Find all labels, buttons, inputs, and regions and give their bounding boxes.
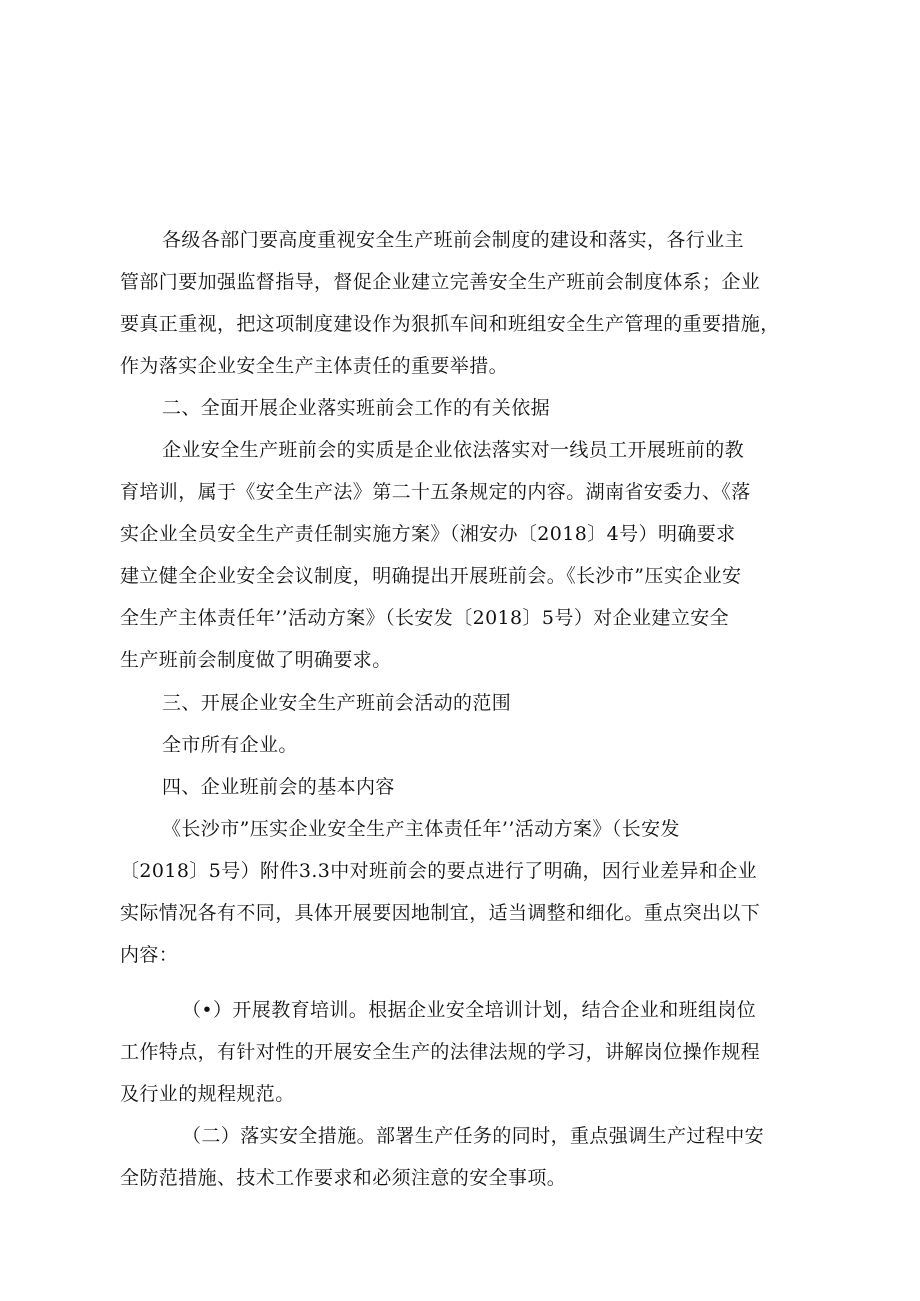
section-4-heading: 四、企业班前会的基本内容 — [162, 776, 395, 798]
paragraph-2-line-6: 生产班前会制度做了明确要求。 — [120, 649, 392, 671]
item-2-line-1: （二）落实安全措施。部署生产任务的同时，重点强调生产过程中安 — [182, 1125, 765, 1147]
paragraph-1-line-1: 各级各部门要高度重视安全生产班前会制度的建设和落实，各行业主 — [162, 229, 745, 251]
section-3-body: 全市所有企业。 — [162, 734, 298, 756]
paragraph-4-line-2: 〔2018〕5号）附件3.3中对班前会的要点进行了明确，因行业差异和企业 — [120, 860, 758, 882]
paragraph-2-line-5: 全生产主体责任年’’活动方案》（长安发〔2018〕5号）对企业建立安全 — [120, 607, 730, 629]
item-1-line-2: 工作特点，有针对性的开展安全生产的法律法规的学习，讲解岗位操作规程 — [120, 1041, 761, 1063]
item-2-line-2: 全防范措施、技术工作要求和必须注意的安全事项。 — [120, 1167, 567, 1189]
paragraph-2-line-3: 实企业全员安全生产责任制实施方案》（湘安办〔2018〕4号）明确要求 — [120, 523, 736, 545]
section-3-heading: 三、开展企业安全生产班前会活动的范围 — [162, 692, 512, 714]
item-1-line-1: （•）开展教育培训。根据企业安全培训计划，结合企业和班组岗位 — [182, 999, 757, 1021]
paragraph-2-line-2: 育培训，属于《安全生产法》第二十五条规定的内容。湖南省安委力、《落 — [120, 481, 751, 503]
paragraph-1-line-2: 管部门要加强监督指导，督促企业建立完善安全生产班前会制度体系；企业 — [120, 271, 761, 293]
item-1-line-3: 及行业的规程规范。 — [120, 1083, 295, 1105]
paragraph-2-line-1: 企业安全生产班前会的实质是企业依法落实对一线员工开展班前的教 — [162, 439, 745, 461]
paragraph-4-line-3: 实际情况各有不同，具体开展要因地制宜，适当调整和细化。重点突出以下 — [120, 902, 761, 924]
paragraph-1-line-3: 要真正重视，把这项制度建设作为狠抓车间和班组安全生产管理的重要措施， — [120, 313, 780, 335]
paragraph-2-line-4: 建立健全企业安全会议制度，明确提出开展班前会。《长沙市”压实企业安 — [120, 565, 742, 587]
paragraph-1-line-4: 作为落实企业安全生产主体责任的重要举措。 — [120, 355, 509, 377]
section-2-heading: 二、全面开展企业落实班前会工作的有关依据 — [162, 397, 551, 419]
paragraph-4-line-4: 内容： — [120, 944, 179, 966]
paragraph-4-line-1: 《长沙市”压实企业安全生产主体责任年’’活动方案》（长安发 — [162, 818, 680, 840]
